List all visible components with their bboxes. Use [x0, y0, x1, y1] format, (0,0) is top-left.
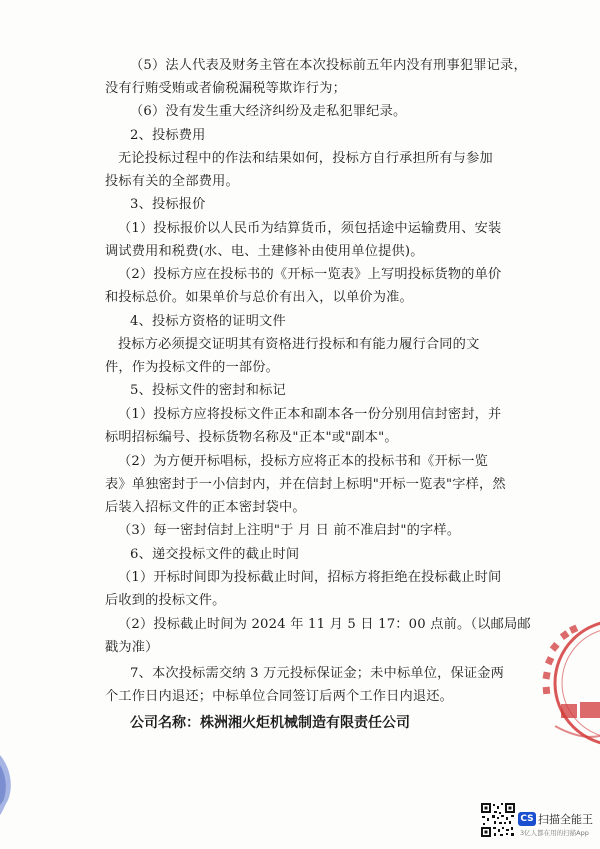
text-line: （5）法人代表及财务主管在本次投标前五年内没有刑事犯罪记录，: [130, 58, 527, 73]
scanner-watermark: [480, 802, 600, 849]
company-name: 公司名称：株洲湘火炬机械制造有限责任公司: [130, 715, 410, 731]
text-line: 调试费用和税费(水、电、土建修补由使用单位提供)。: [105, 244, 424, 259]
section-heading: 4、投标方资格的证明文件: [130, 314, 286, 329]
text-line: 和投标总价。如果单价与总价有出入，以单价为准。: [105, 290, 413, 305]
scan-edge-mark: [0, 755, 22, 815]
text-line: 件，作为投标文件的一部份。: [105, 360, 280, 375]
section-heading: 6、递交投标文件的截止时间: [130, 547, 300, 562]
section-heading: 3、投标报价: [130, 197, 206, 212]
text-line: 投标方必须提交证明其有资格进行投标和有能力履行合同的文: [118, 337, 480, 352]
text-line: 后装入招标文件的正本密封袋中。: [105, 500, 306, 515]
text-line: 没有行贿受贿或者偷税漏税等欺诈行为；: [105, 81, 346, 96]
camscanner-logo-icon: CS: [518, 812, 536, 826]
text-line: 无论投标过程中的作法和结果如何，投标方自行承担所有与参加: [118, 151, 493, 166]
text-line: （6）没有发生重大经济纠纷及走私犯罪纪录。: [130, 104, 407, 119]
watermark-subtitle: 3亿人都在用的扫描App: [520, 829, 589, 837]
text-line: （1）投标方应将投标文件正本和副本各一份分别用信封密封，并: [118, 407, 502, 422]
text-line: （2）为方便开标唱标，投标方应将正本的投标书和《开标一览: [118, 454, 489, 469]
text-line: 戳为准）: [105, 640, 159, 655]
text-line: 个工作日内退还；中标单位合同签订后两个工作日内退还。: [105, 689, 454, 704]
text-line: （3）每一密封信封上注明"于 月 日 前不准启封"的字样。: [118, 523, 461, 538]
company-seal-image: [525, 618, 600, 748]
section-heading: 7、本次投标需交纳 3 万元投标保证金；未中标单位，保证金两: [130, 666, 505, 681]
text-line: （1）投标报价以人民币为结算货币，须包括途中运输费用、安装: [118, 221, 502, 236]
qr-code-icon: [480, 802, 516, 838]
text-line: 表》单独密封于一小信封内，并在信封上标明"开标一览表"字样，然: [105, 477, 506, 492]
text-line: （2）投标方应在投标书的《开标一览表》上写明投标货物的单价: [118, 267, 502, 282]
watermark-title: 扫描全能王: [538, 813, 593, 826]
section-heading: 2、投标费用: [130, 128, 206, 143]
text-line: 后收到的投标文件。: [105, 593, 226, 608]
text-line: 标明招标编号、投标货物名称及"正本"或"副本"。: [105, 430, 398, 445]
section-heading: 5、投标文件的密封和标记: [130, 383, 286, 398]
text-line: （2）投标截止时间为 2024 年 11 月 5 日 17：00 点前。（以邮局邮: [118, 617, 531, 632]
text-line: （1）开标时间即为投标截止时间，招标方将拒绝在投标截止时间: [118, 570, 502, 585]
text-line: 投标有关的全部费用。: [105, 174, 239, 189]
